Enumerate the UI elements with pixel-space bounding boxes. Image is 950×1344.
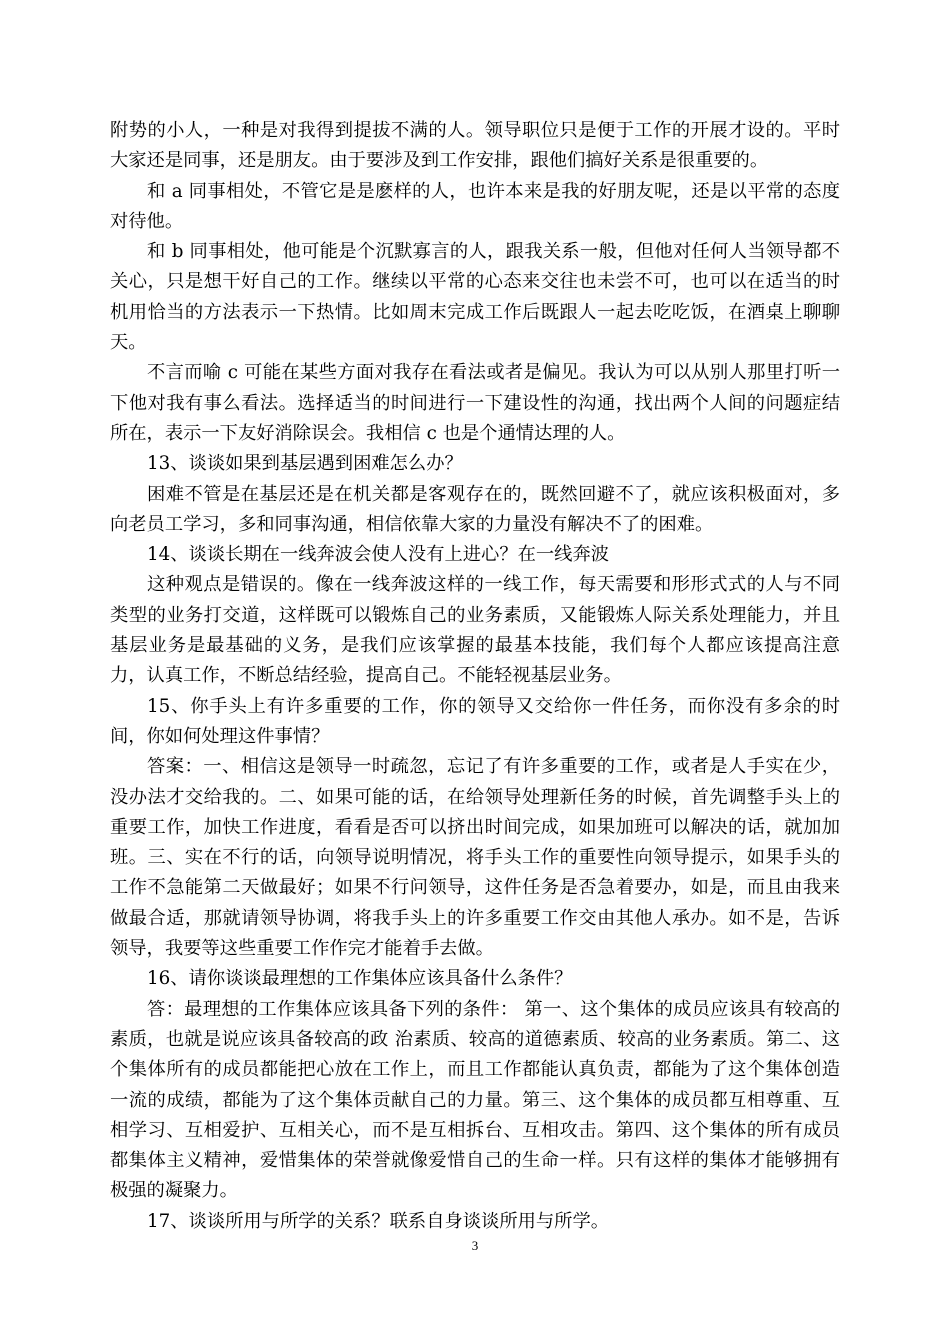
paragraph: 和 a 同事相处，不管它是是麽样的人，也许本来是我的好朋友呢，还是以平常的态度对待他。 [110, 180, 840, 232]
answer-paragraph: 答：最理想的工作集体应该具备下列的条件： 第一、这个集体的成员应该具有较高的素质，也就是说应该具备较高的政 治素质、较高的道德素质、较高的业务素质。第二、这个集体所有的成员都能把心放在工作上，而且工作都能认真负责，都能为了这个集体创造一流的成绩，都能为了这个集体贡献自己的力量。第三、这个集体的成员都互相尊重、互相学习、互相爱护、互相关心，而不是互相拆台、互相攻击。第四、这个集体的所有成员都集体主义精神，爱惜集体的荣誉就像爱惜自己的生命一样。只有这样的集体才能够拥有极强的凝聚力。 [110, 998, 840, 1202]
answer-paragraph: 困难不管是在基层还是在机关都是客观存在的，既然回避不了，就应该积极面对，多向老员工学习，多和同事沟通，相信依靠大家的力量没有解决不了的困难。 [110, 483, 840, 535]
answer-paragraph: 答案：一、相信这是领导一时疏忽，忘记了有许多重要的工作，或者是人手实在少，没办法才交给我的。二、如果可能的话，在给领导处理新任务的时候，首先调整手头上的重要工作，加快工作进度，看看是否可以挤出时间完成，如果加班可以解决的话，就加加班。三、实在不行的话，向领导说明情况，将手头工作的重要性向领导提示，如果手头的工作不急能第二天做最好；如果不行问领导，这件任务是否急着要办，如是，而且由我来做最合适，那就请领导协调，将我手头上的许多重要工作交由其他人承办。如不是，告诉领导，我要等这些重要工作作完才能着手去做。 [110, 756, 840, 960]
document-body [110, 116, 840, 1237]
paragraph: 附势的小人，一种是对我得到提拔不满的人。领导职位只是便于工作的开展才设的。平时大家还是同事，还是朋友。由于要涉及到工作安排，跟他们搞好关系是很重要的。 [110, 120, 840, 172]
paragraph: 和 b 同事相处，他可能是个沉默寡言的人，跟我关系一般，但他对任何人当领导都不关心，只是想干好自己的工作。继续以平常的心态来交往也未尝不可，也可以在适当的时机用恰当的方法表示一下热情。比如周末完成工作后既跟人一起去吃吃饭，在酒桌上聊聊天。 [110, 241, 840, 354]
question-heading: 13、谈谈如果到基层遇到困难怎么办？ [147, 453, 463, 475]
paragraph: 不言而喻 c 可能在某些方面对我存在看法或者是偏见。我认为可以从别人那里打听一下他对我有事么看法。选择适当的时间进行一下建设性的沟通，找出两个人间的问题症结所在，表示一下友好消除误会。我相信 c 也是个通情达理的人。 [110, 362, 840, 444]
question-heading: 15、你手头上有许多重要的工作，你的领导又交给你一件任务，而你没有多余的时间，你如何处理这件事情？ [110, 695, 840, 747]
page-number: 3 [471, 1238, 479, 1253]
question-heading: 14、谈谈长期在一线奔波会使人没有上进心？在一线奔波 [147, 544, 610, 566]
question-heading: 17、谈谈所用与所学的关系？联系自身谈谈所用与所学。 [147, 1210, 610, 1232]
answer-paragraph: 这种观点是错误的。像在一线奔波这样的一线工作，每天需要和形形式式的人与不同类型的业务打交道，这样既可以锻炼自己的业务素质，又能锻炼人际关系处理能力，并且基层业务是最基础的义务，是我们应该掌握的最基本技能，我们每个人都应该提高注意力，认真工作，不断总结经验，提高自己。不能轻视基层业务。 [110, 574, 840, 687]
question-heading: 16、请你谈谈最理想的工作集体应该具备什么条件？ [147, 968, 573, 990]
